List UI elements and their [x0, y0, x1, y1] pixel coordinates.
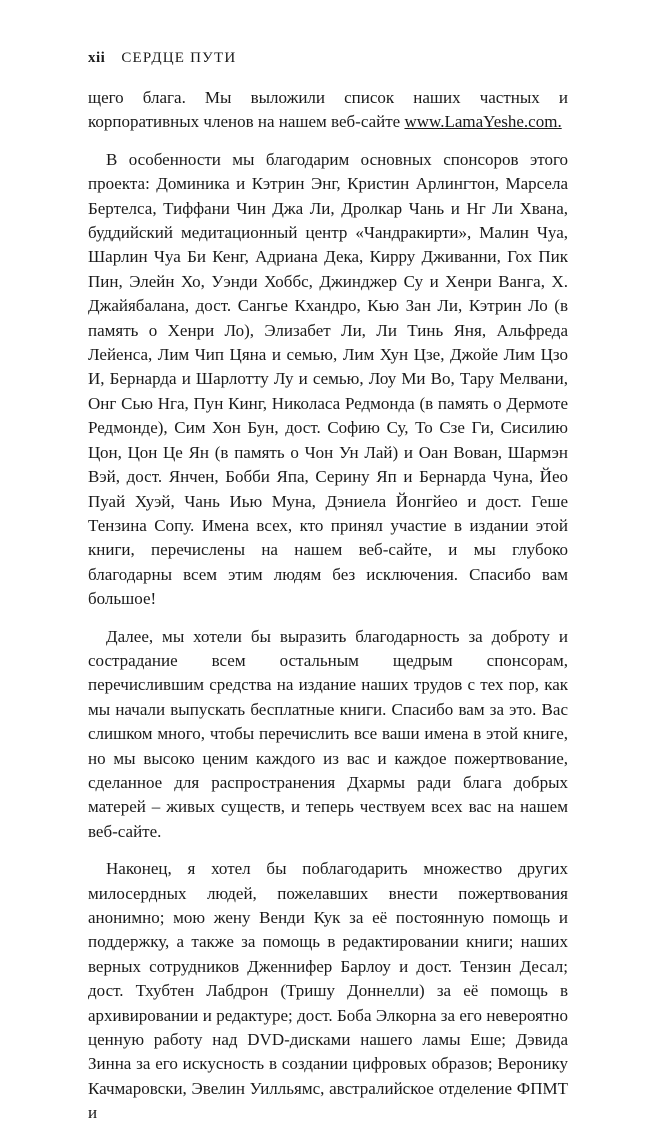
paragraph-text: щего блага. Мы выложили список наших частных и корпоративных членов на нашем веб-сайте — [88, 88, 568, 132]
paragraph-other-sponsors: Далее, мы хотели бы выразить благодарность за доброту и сострадание всем остальным щедрым спонсорам, перечислившим средства на издание наших трудов с тех пор, как мы начали выпускать бесплатные книги. Спасибо вам за это. Вас слишком много, чтобы перечислить все ваши имена в этой книге, но мы высоко ценим каждого из вас и каждое пожертвование, сделанное для распространения Дхармы ради блага добрых матерей – живых существ, и теперь чествуем всех вас на нашем веб-сайте. — [88, 626, 568, 841]
paragraph-sponsors: В особенности мы благодарим основных спонсоров этого проекта: Доминика и Кэтрин Энг, Кристин Арлингтон, Марсела Бертелса, Тиффани Чин Джа Ли, Дролкар Чань и Нг Ли Хвана, буддийский медитационный центр «Чандракирти», Малин Чуа, Шарлин Чуа Би Кенг, Адриана Дека, Кирру Дживанни, Гох Пик Пин, Элейн Хо, Уэнди Хоббс, Джинджер Су и Хенри Ванга, Х. Джайябалана, дост. Сангье Кхандро, Кью Зан Ли, Кэтрин Ло (в память о Хенри Ло), Элизабет Ли, Ли Тинь Яня, Альфреда Лейенса, Лим Чип Цяна и семью, Лим Хун Цзе, Джойе Лим Цзо И, Бернарда и Шарлотту Лу и семью, Лоу Ми Во, Тару Мелвани, Онг Сью Нга, Пун Кинг, Николаса Редмонда (в память о Дермоте Редмонде), Сим Хон Бун, дост. Софию Су, То Сзе Ги, Сисилию Цон, Цон Це Ян (в память о Чон Ун Лай) и Оан Вован, Шармэн Вэй, дост. Янчен, Бобби Япа, Серину Яп и Бернарда Чуна, Йео Пуай Хуэй, Чань Иью Муна, Дэниела Йонгйео и дост. Геше Тензина Сопу. Имена всех, кто принял участие в издании этой книги, перечислены на нашем веб-сайте, и мы глубоко благодарны всем этим людям без исключения. Спасибо вам большое! — [88, 149, 568, 609]
paragraph-continued — [88, 86, 568, 135]
body-text — [88, 86, 568, 1139]
paragraph-final-thanks: Наконец, я хотел бы поблагодарить множество других милосердных людей, пожелавших внести пожертвования анонимно; мою жену Венди Кук за её постоянную помощь и поддержку, а также за помощь в редактировании книги; наших верных сотрудников Дженнифер Барлоу и дост. Тензин Десал; дост. Тхубтен Лабдрон (Тришу Доннелли) за её помощь в архивировании и редактуре; дост. Боба Элкорна за его невероятно ценную работу над DVD-дисками нашего ламы Еше; Дэвида Зинна за его искусность в создании цифровых образов; Веронику Качмаровски, Эвелин Уилльямс, австралийское отделение ФПМТ и — [88, 859, 568, 1123]
running-head — [88, 50, 236, 67]
page-number: xii — [88, 50, 106, 66]
running-title: СЕРДЦЕ ПУТИ — [121, 50, 237, 66]
website-link[interactable]: www.LamaYeshe.com. — [404, 112, 562, 132]
